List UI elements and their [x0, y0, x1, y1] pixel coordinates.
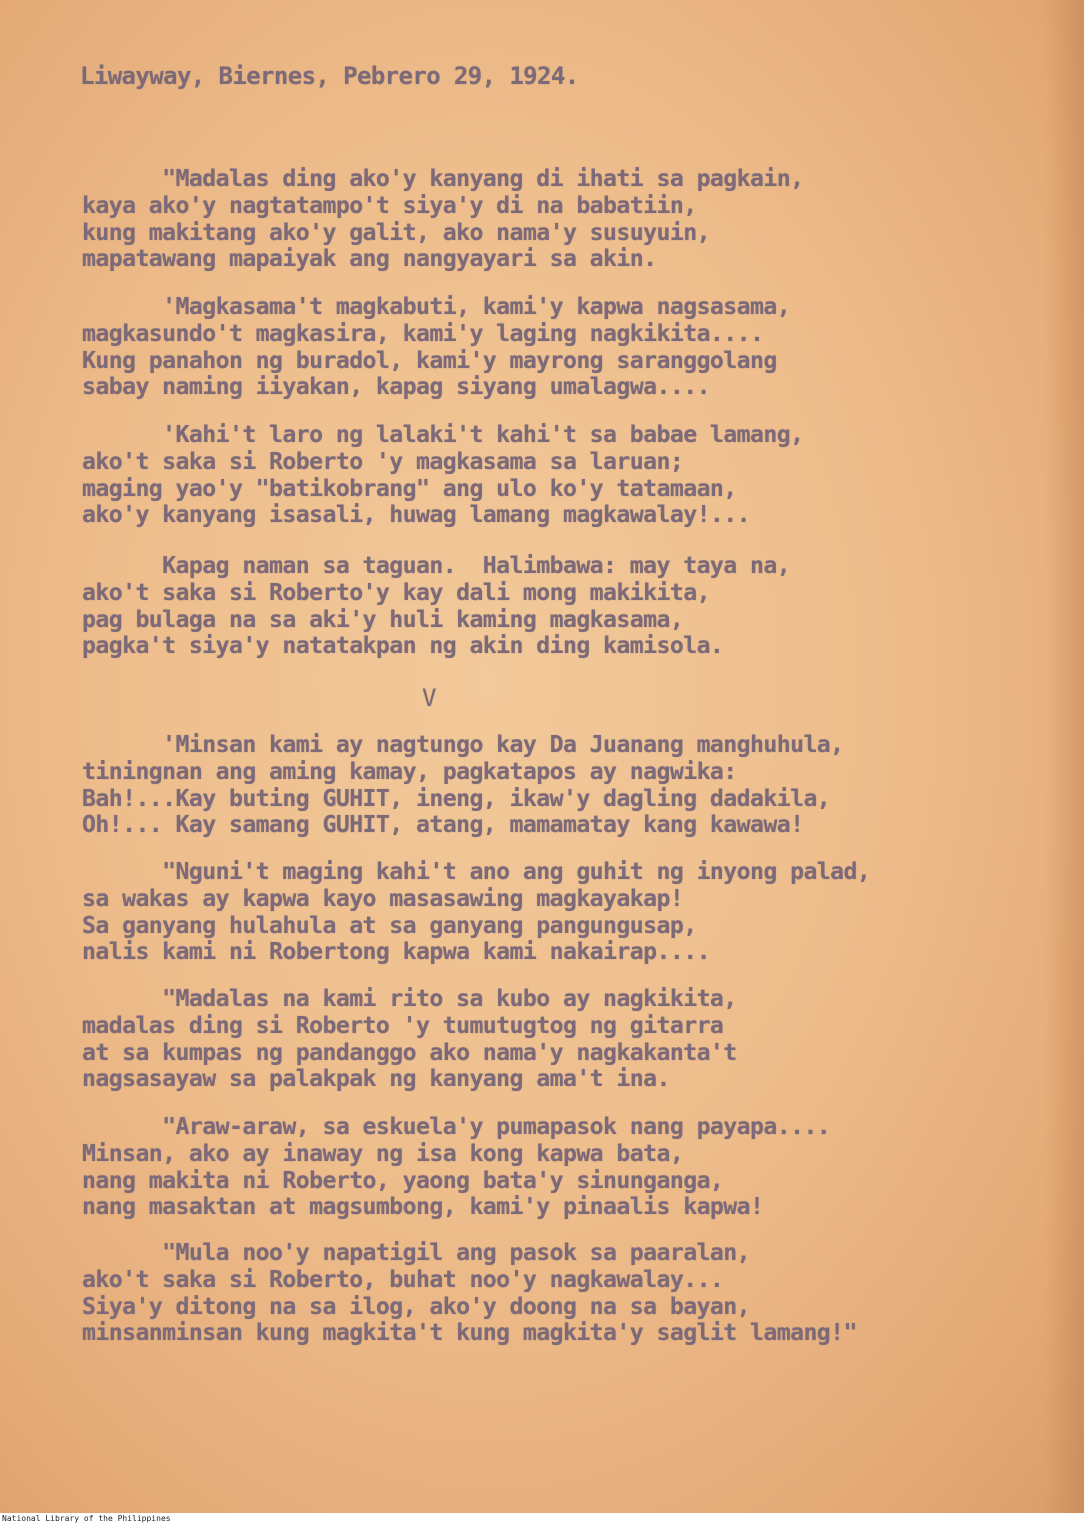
stanza-line: sa wakas ay kapwa kayo masasawing magkayakap!: [82, 884, 684, 912]
stanza-line: "Mula noo'y napatigil ang pasok sa paaralan,: [82, 1239, 751, 1266]
stanza-line: Bah!...Kay buting GUHIT, ineng, ikaw'y dagling dadakila,: [82, 784, 831, 812]
stanza-line: magkasundo't magkasira, kami'y laging nagkikita....: [82, 319, 764, 347]
stanza-line: mapatawang mapaiyak ang nangyayari sa akin.: [82, 245, 657, 273]
stanza-line: Minsan, ako ay inaway ng isa kong kapwa bata,: [82, 1139, 684, 1167]
stanza-line: "Nguni't maging kahi't ano ang guhit ng inyong palad,: [82, 858, 871, 885]
stanza-line: 'Minsan kami ay nagtungo kay Da Juanang manghuhula,: [82, 731, 844, 758]
stanza-line: nang masaktan at magsumbong, kami'y pinaalis kapwa!: [82, 1193, 764, 1221]
stanza-line: minsanminsan kung magkita't kung magkita'y saglit lamang!": [82, 1319, 857, 1347]
stanza-line: maging yao'y "batikobrang" ang ulo ko'y tatamaan,: [82, 474, 737, 502]
stanza-line: ako't saka si Roberto, buhat noo'y nagkawalay...: [82, 1265, 724, 1293]
stanza-line: Oh!... Kay samang GUHIT, atang, mamamatay kang kawawa!: [82, 811, 804, 839]
stanza-line: kung makitang ako'y galit, ako nama'y susuyuin,: [82, 218, 710, 246]
stanza-9: [82, 1240, 857, 1347]
dateline: Liwayway, Biernes, Pebrero 29, 1924.: [80, 62, 579, 90]
stanza-line: ako't saka si Roberto 'y magkasama sa laruan;: [82, 447, 684, 475]
stanza-line: nalis kami ni Robertong kapwa kami nakairap....: [82, 938, 710, 966]
stanza-line: nang makita ni Roberto, yaong bata'y sinunganga,: [82, 1166, 724, 1194]
stanza-line: sabay naming iiyakan, kapag siyang umalagwa....: [82, 373, 710, 401]
stanza-line: at sa kumpas ng pandanggo ako nama'y nagkakanta't: [82, 1038, 737, 1066]
stanza-line: pagka't siya'y natatakpan ng akin ding kamisola.: [82, 632, 724, 660]
stanza-3: [82, 422, 803, 529]
stanza-line: "Madalas ding ako'y kanyang di ihati sa pagkain,: [82, 165, 804, 192]
stanza-line: "Araw-araw, sa eskuela'y pumapasok nang payapa....: [82, 1113, 831, 1140]
stanza-line: 'Kahi't laro ng lalaki't kahi't sa babae lamang,: [82, 421, 804, 448]
stanza-line: nagsasayaw sa palakpak ng kanyang ama't ina.: [82, 1065, 670, 1093]
stanza-line: ako'y kanyang isasali, huwag lamang magkawalay!...: [82, 501, 751, 529]
stanza-line: tiningnan ang aming kamay, pagkatapos ay nagwika:: [82, 757, 737, 785]
stanza-line: Siya'y ditong na sa ilog, ako'y doong na sa bayan,: [82, 1292, 751, 1320]
stanza-line: Kapag naman sa taguan. Halimbawa: may taya na,: [82, 552, 791, 579]
section-number: V: [422, 684, 436, 712]
stanza-6: [82, 859, 870, 966]
stanza-8: [82, 1114, 830, 1221]
stanza-line: "Madalas na kami rito sa kubo ay nagkikita,: [82, 985, 737, 1012]
stanza-1: [82, 166, 803, 273]
stanza-line: Sa ganyang hulahula at sa ganyang pangungusap,: [82, 911, 697, 939]
stanza-line: 'Magkasama't magkabuti, kami'y kapwa nagsasama,: [82, 293, 791, 320]
stanza-line: kaya ako'y nagtatampo't siya'y di na babatiin,: [82, 191, 697, 219]
stanza-line: Kung panahon ng buradol, kami'y mayrong saranggolang: [82, 346, 777, 374]
footer-credit: National Library of the Philippines: [2, 1514, 171, 1523]
stanza-7: [82, 986, 737, 1093]
stanza-2: [82, 294, 790, 401]
stanza-5: [82, 732, 844, 839]
stanza-line: pag bulaga na sa aki'y huli kaming magkasama,: [82, 605, 684, 633]
stanza-4: [82, 553, 790, 660]
stanza-line: ako't saka si Roberto'y kay dali mong makikita,: [82, 578, 710, 606]
stanza-line: madalas ding si Roberto 'y tumutugtog ng gitarra: [82, 1011, 724, 1039]
